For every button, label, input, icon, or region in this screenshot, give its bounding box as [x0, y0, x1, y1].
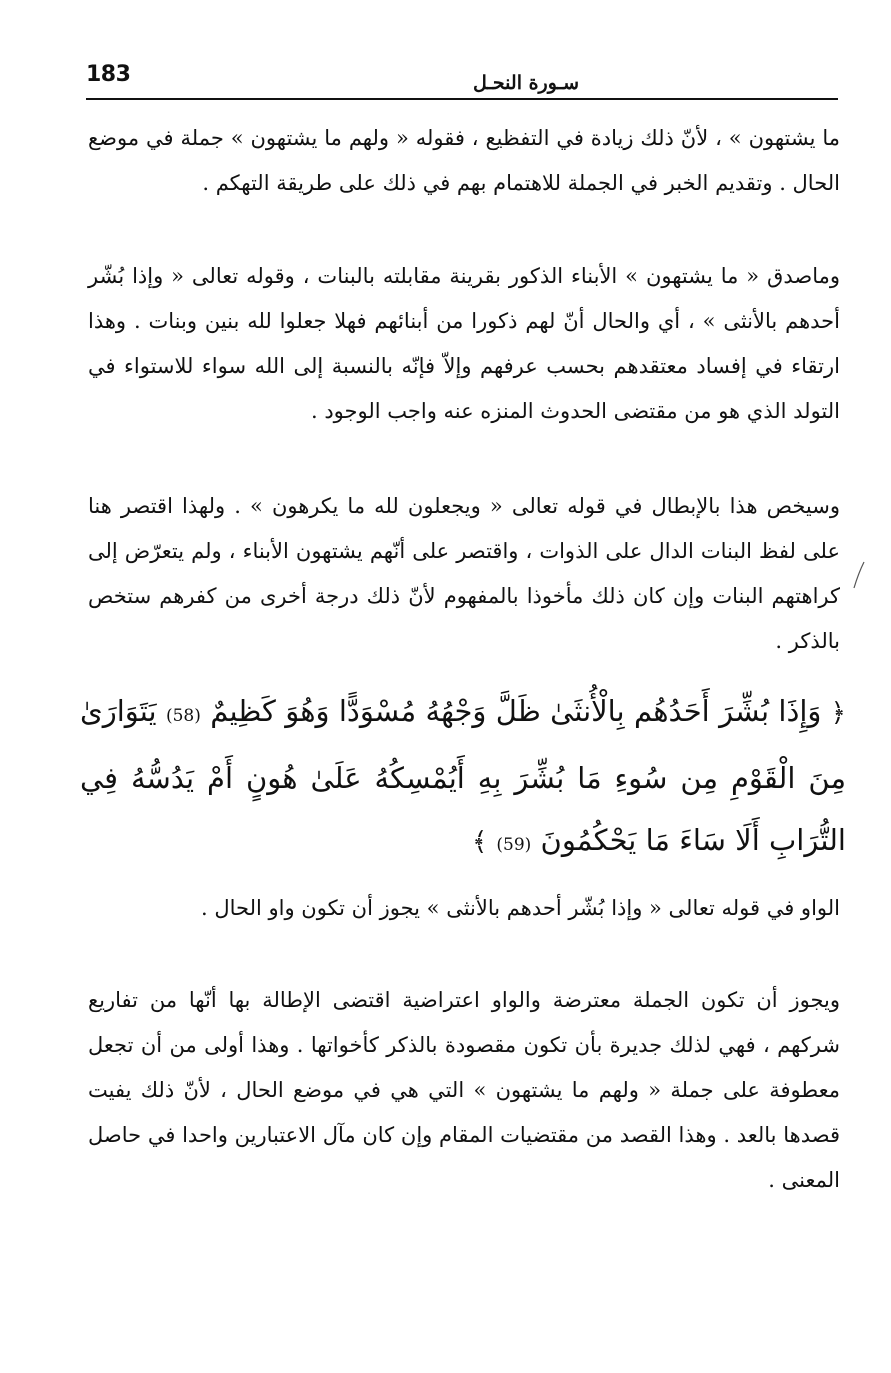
running-title: سـورة النحـل	[472, 72, 580, 94]
paragraph-2: وماصدق « ما يشتهون » الأبناء الذكور بقرينة مقابلته بالبنات ، وقوله تعالى « وإذا بُشّر أحدهم بالأنثى » ، أي والحال أنّ لهم ذكورا من أبنائهم فهلا جعلوا لله بنين وبنات . وهذا ارتقاء في إفساد معتقدهم بحسب عرفهم وإلاّ فإنّه بالنسبة إلى الله سواء للاستواء في التولد الذي هو من مقتضى الحدوث المنزه عنه واجب الوجود .	[88, 264, 840, 423]
ayah-number-59: (59)	[496, 835, 532, 855]
verse-59-text: يَتَوَارَىٰ مِنَ الْقَوْمِ مِن سُوءِ مَا بُشِّرَ بِهِ أَيُمْسِكُهُ عَلَىٰ هُونٍ أَمْ يَدُسُّهُ فِي التُّرَابِ أَلَا سَاءَ مَا يَحْكُمُونَ	[80, 694, 846, 857]
quran-verse-block	[80, 680, 846, 876]
page-header	[86, 58, 838, 100]
verse-58-text: وَإِذَا بُشِّرَ أَحَدُهُم بِالْأُنثَىٰ ظَلَّ وَجْهُهُ مُسْوَدًّا وَهُوَ كَظِيمٌ	[210, 694, 822, 728]
verse-close-bracket: ﴾	[471, 827, 488, 857]
margin-pen-mark	[852, 560, 866, 590]
paragraph-5: ويجوز أن تكون الجملة معترضة والواو اعتراضية اقتضى الإطالة بها أنّها من تفاريع شركهم ، فهي لذلك جديرة بأن تكون مقصودة بالذكر كأخواتها . وهذا أولى من أن تجعل معطوفة على جملة « ولهم ما يشتهون » التي هي في موضع الحال ، لأنّ ذلك يفيت قصدها بالعد . وهذا القصد من مقتضيات المقام وإن كان مآل الاعتبارين واحدا في حاصل المعنى .	[88, 988, 840, 1192]
paragraph-1: ما يشتهون » ، لأنّ ذلك زيادة في التفظيع ، فقوله « ولهم ما يشتهون » جملة في موضع الحال . وتقديم الخبر في الجملة للاهتمام بهم في ذلك على طريقة التهكم .	[88, 126, 840, 195]
paragraph-4: الواو في قوله تعالى « وإذا بُشّر أحدهم بالأنثى » يجوز أن تكون واو الحال .	[201, 896, 840, 920]
paragraph-3: وسيخص هذا بالإبطال في قوله تعالى « ويجعلون لله ما يكرهون » . ولهذا اقتصر هنا على لفظ البنات الدال على الذوات ، واقتصر على أنّهم يشتهون الأبناء ، ولم يتعرّض إلى كراهتهم البنات وإن كان ذلك مأخوذا بالمفهوم لأنّ ذلك درجة أخرى من كفرهم ستخص بالذكر .	[88, 494, 840, 653]
ayah-number-58: (58)	[165, 706, 201, 726]
verse-open-bracket: ﴿	[830, 698, 847, 728]
header-rule	[86, 98, 838, 100]
page-number: 183	[86, 62, 131, 87]
